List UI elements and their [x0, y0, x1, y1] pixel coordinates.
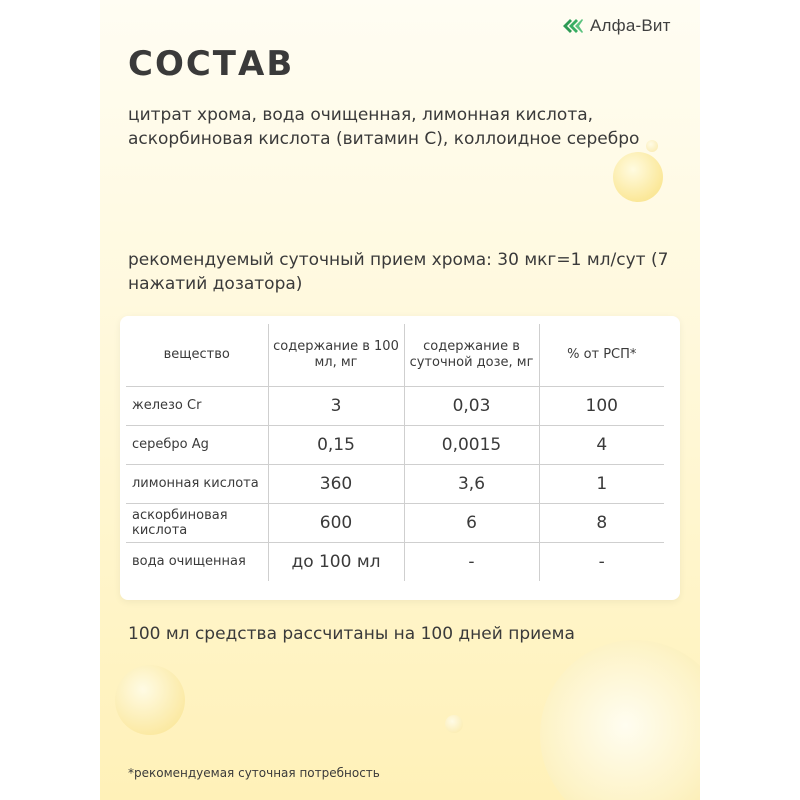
table-row: [126, 425, 664, 464]
cell-per-100ml: до 100 мл: [268, 542, 404, 581]
cell-daily: -: [404, 542, 539, 581]
cell-rsp: -: [539, 542, 664, 581]
summary-text: 100 мл средства рассчитаны на 100 дней приема: [128, 624, 575, 644]
cell-per-100ml: 600: [268, 503, 404, 542]
cell-substance: лимонная кислота: [126, 464, 268, 503]
daily-dose-text: рекомендуемый суточный прием хрома: 30 мкг=1 мл/сут (7 нажатий дозатора): [128, 250, 669, 294]
page-title: СОСТАВ: [128, 44, 295, 84]
header-substance: вещество: [163, 346, 230, 362]
composition-table: [126, 324, 664, 581]
composition-text: цитрат хрома, вода очищенная, лимонная кислота, аскорбиновая кислота (витамин С), коллоидное серебро: [128, 105, 640, 149]
cell-rsp: 100: [539, 386, 664, 425]
cell-daily: 0,0015: [404, 425, 539, 464]
cell-daily: 3,6: [404, 464, 539, 503]
cell-daily: 6: [404, 503, 539, 542]
cell-rsp: 1: [539, 464, 664, 503]
cell-rsp: 8: [539, 503, 664, 542]
cell-rsp: 4: [539, 425, 664, 464]
decorative-bubble: [540, 640, 700, 800]
brand-logo: [562, 16, 671, 36]
table-row: [126, 386, 664, 425]
brand-name: Алфа-Вит: [590, 16, 671, 35]
footnote-text: *рекомендуемая суточная потребность: [128, 766, 380, 780]
decorative-bubble: [115, 665, 185, 735]
header-per-100ml: содержание в 100 мл, мг: [268, 324, 404, 386]
cell-daily: 0,03: [404, 386, 539, 425]
leaf-logo-icon: [562, 18, 584, 34]
cell-substance: аскорбиновая кислота: [126, 503, 268, 542]
table-header-row: [126, 324, 664, 386]
table-row: [126, 542, 664, 581]
product-info-card: [100, 0, 700, 800]
cell-substance: вода очищенная: [126, 542, 268, 581]
header-rsp: % от РСП*: [539, 324, 664, 386]
cell-per-100ml: 3: [268, 386, 404, 425]
cell-substance: серебро Ag: [126, 425, 268, 464]
cell-per-100ml: 0,15: [268, 425, 404, 464]
decorative-bubble: [613, 152, 663, 202]
cell-substance: железо Cr: [126, 386, 268, 425]
table-row: [126, 464, 664, 503]
table-row: [126, 503, 664, 542]
decorative-bubble: [445, 715, 463, 733]
cell-per-100ml: 360: [268, 464, 404, 503]
composition-table-card: [120, 316, 680, 600]
header-daily-dose: содержание в суточной дозе, мг: [404, 324, 539, 386]
